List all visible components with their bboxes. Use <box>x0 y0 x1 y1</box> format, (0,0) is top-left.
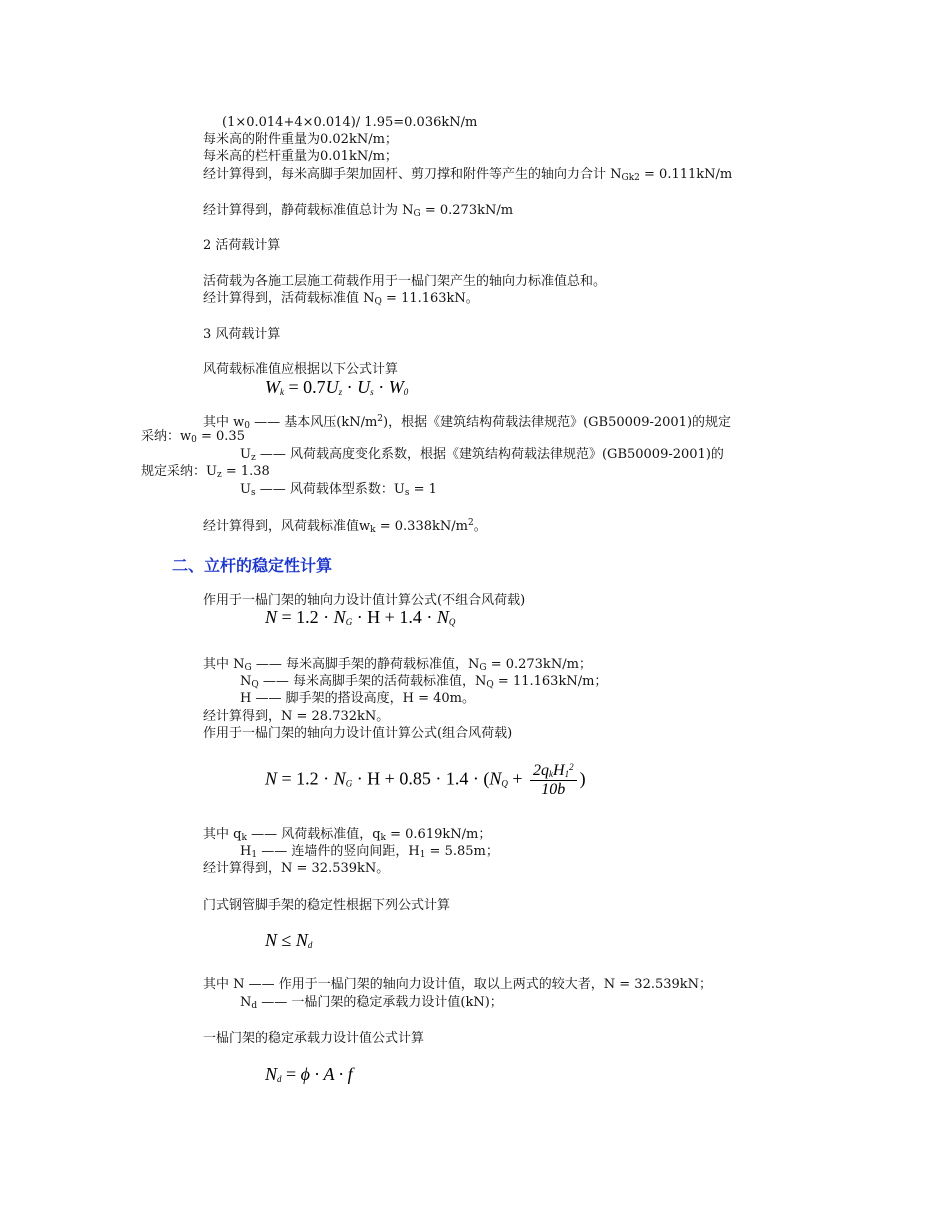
n-result-line-2: 经计算得到，N = 32.539kN。 <box>203 861 390 876</box>
ng-definition-line: 其中 $N_G$ —— 每米高脚手架的静荷载标准值，$N_G = 0.273kN/m$； <box>203 657 592 673</box>
railing-weight-line: 每米高的栏杆重量为0.01kN/m； <box>203 149 398 164</box>
h-definition-line: H —— 脚手架的搭设高度，H = 40m。 <box>240 691 475 706</box>
bearing-capacity-intro: 一榀门架的稳定承载力设计值公式计算 <box>203 1031 425 1046</box>
basic-wind-pressure-value: 采纳：$w_0 = 0.35$ <box>141 429 245 445</box>
section-heading: 二、立杆的稳定性计算 <box>172 558 333 575</box>
calc-line: (1×0.014+4×0.014)/ 1.95=0.036kN/m <box>222 115 478 130</box>
axial-force-formula-no-wind: $N = 1.2 \cdot N_G \cdot H + 1.4 \cdot N_Q$ <box>265 607 456 627</box>
wind-load-intro-line: 风荷载标准值应根据以下公式计算 <box>203 362 399 377</box>
bearing-capacity-formula: $N_d = \phi \cdot A \cdot f$ <box>265 1064 353 1084</box>
axial-force-formula-wind-intro: 作用于一榀门架的轴向力设计值计算公式(组合风荷载) <box>203 726 513 741</box>
section-wind-load-title: 3 风荷载计算 <box>203 327 281 342</box>
shape-coefficient-line: $U_s$ —— 风荷载体型系数：$U_s = 1$ <box>240 482 437 498</box>
axial-force-formula-with-wind: $N = 1.2 \cdot N_G \cdot H + 0.85 \cdot 1.4 \cdot (N_Q$ + $\frac{2q_kH_1^2}{10b}$ ) <box>265 762 586 798</box>
nd-definition-line: $N_d$ —— 一榀门架的稳定承载力设计值(kN)； <box>240 995 503 1011</box>
section-live-load-title: 2 活荷载计算 <box>203 238 281 253</box>
h1-definition-line: $H_1$ —— 连墙件的竖向间距，$H_1 = 5.85m$； <box>240 844 499 860</box>
axial-force-formula-intro: 作用于一榀门架的轴向力设计值计算公式(不组合风荷载) <box>203 593 526 608</box>
live-load-desc-line: 活荷载为各施工层施工荷载作用于一榀门架产生的轴向力标准值总和。 <box>203 274 607 289</box>
wind-load-formula: $W_k = 0.7U_z \cdot U_s \cdot W_0$ <box>265 377 409 397</box>
n-definition-line: 其中 N —— 作用于一榀门架的轴向力设计值，取以上两式的较大者，N = 32.539kN； <box>203 977 713 992</box>
qk-definition-line: 其中 $q_k$ —— 风荷载标准值，$q_k = 0.619kN/m$； <box>203 827 492 843</box>
attachment-weight-line: 每米高的附件重量为0.02kN/m； <box>203 132 398 147</box>
wind-term-fraction: $\frac{2q_kH_1^2}{10b}$ <box>530 762 577 799</box>
axial-force-total-line: 经计算得到，每米高脚手架加固杆、剪刀撑和附件等产生的轴向力合计 $N_{Gk2} = 0.111kN/m$ <box>203 167 733 183</box>
stability-formula-intro: 门式钢管脚手架的稳定性根据下列公式计算 <box>203 898 451 913</box>
n-result-line-1: 经计算得到，N = 28.732kN。 <box>203 709 390 724</box>
wind-load-result-line: 经计算得到，风荷载标准值$w_k = 0.338kN/m^2$。 <box>203 518 487 535</box>
height-coefficient-line: $U_z$ —— 风荷载高度变化系数，根据《建筑结构荷载法律规范》(GB50009-2001)的 <box>240 447 724 463</box>
basic-wind-pressure-line: 其中 $w_0$ —— 基本风压$(kN/m^2)$，根据《建筑结构荷载法律规范》(GB50009-2001)的规定 <box>203 414 732 431</box>
live-load-result-line: 经计算得到，活荷载标准值 $N_Q = 11.163kN$。 <box>203 291 479 307</box>
dead-load-total-line: 经计算得到，静荷载标准值总计为 $N_G = 0.273kN/m$ <box>203 203 514 219</box>
nq-definition-line: $N_Q$ —— 每米高脚手架的活荷载标准值，$N_Q = 11.163kN/m$； <box>240 674 608 690</box>
height-coefficient-value: 规定采纳：$U_z = 1.38$ <box>141 464 270 480</box>
stability-inequality: $N \le N_d$ <box>265 930 313 950</box>
